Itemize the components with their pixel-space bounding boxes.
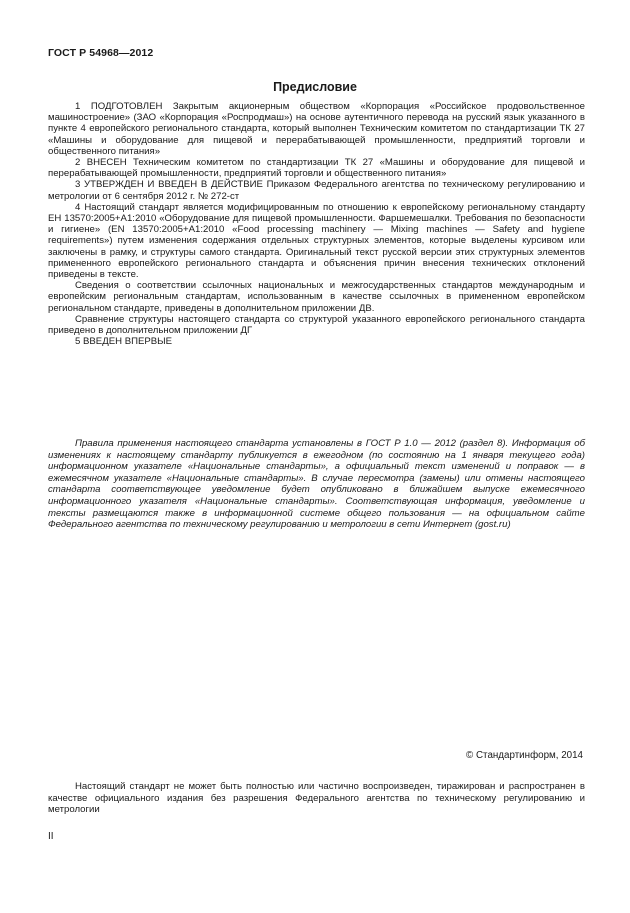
copyright-line: © Стандартинформ, 2014 <box>466 750 583 761</box>
preface-item-1: 1 ПОДГОТОВЛЕН Закрытым акционерным обществом «Корпорация «Российское продовольственное машиностроение» (ЗАО «Корпорация «Роспродмаш») на основе аутентичного перевода на русский язык указанного в пункте 4 европейского регионального стандарта, который выполнен Техническим комитетом по стандартизации ТК 27 «Машины и оборудование для пищевой и перерабатывающей промышленности, предприятий торговли и общественного питания» <box>48 101 585 157</box>
reproduction-notice: Настоящий стандарт не может быть полностью или частично воспроизведен, тиражирован и распространен в качестве официального издания без разрешения Федерального агентства по техническому регулированию и метрологии <box>48 781 585 816</box>
preface-item-5: 5 ВВЕДЕН ВПЕРВЫЕ <box>75 336 173 348</box>
preface-item-4: 4 Настоящий стандарт является модифицированным по отношению к европейскому региональному стандарту ЕН 13570:2005+А1:2010 «Оборудование для пищевой промышленности. Фаршемешалки. Требования по безопасности и гигиене» (EN 13570:2005+A1:2010 «Food processing machinery — Mixing machines — Safety and hygiene requirements») путем изменения содержания отдельных структурных элементов, которые выделены курсивом или заключены в рамку, и структуры самого стандарта. Оригинальный текст русской версии этих структурных элементов примененного европейского регионального стандарта и объяснения причин внесения технических отклонений приведены в тексте. <box>48 201 585 281</box>
document-code: ГОСТ Р 54968—2012 <box>48 47 154 59</box>
preface-section <box>48 101 585 347</box>
page-number: II <box>48 831 54 842</box>
preface-item-4-structure: Сравнение структуры настоящего стандарта со структурой указанного европейского регионального стандарта приведено в дополнительном приложении ДГ <box>48 313 585 337</box>
preface-item-3: 3 УТВЕРЖДЕН И ВВЕДЕН В ДЕЙСТВИЕ Приказом Федерального агентства по техническому регулированию и метрологии от 6 сентября 2012 г. № 272-ст <box>48 179 585 202</box>
preface-item-4-references: Сведения о соответствии ссылочных национальных и межгосударственных стандартов международным и европейским региональным стандартам, использованным в качестве ссылочных в примененном европейском региональном стандарте, приведены в дополнительном приложении ДВ. <box>48 280 585 314</box>
rules-notice: Правила применения настоящего стандарта установлены в ГОСТ Р 1.0 — 2012 (раздел 8). Информация об изменениях к настоящему стандарту публикуется в ежегодном (по состоянию на 1 января текущего года) информационном указателе «Национальные стандарты», а официальный текст изменений и поправок — в ежемесячном указателе «Национальные стандарты». В случае пересмотра (замены) или отмены настоящего стандарта соответствующее уведомление будет опубликовано в ближайшем выпуске ежемесячного информационного указателя «Национальные стандарты». Соответствующая информация, уведомление и тексты размещаются также в информационной системе общего пользования — на официальном сайте Федерального агентства по техническому регулированию и метрологии в сети Интернет (gost.ru) <box>48 438 585 531</box>
preface-item-2: 2 ВНЕСЕН Техническим комитетом по стандартизации ТК 27 «Машины и оборудование для пищевой и перерабатывающей промышленности, предприятий торговли и общественного питания» <box>48 157 585 180</box>
page-title: Предисловие <box>273 80 357 94</box>
